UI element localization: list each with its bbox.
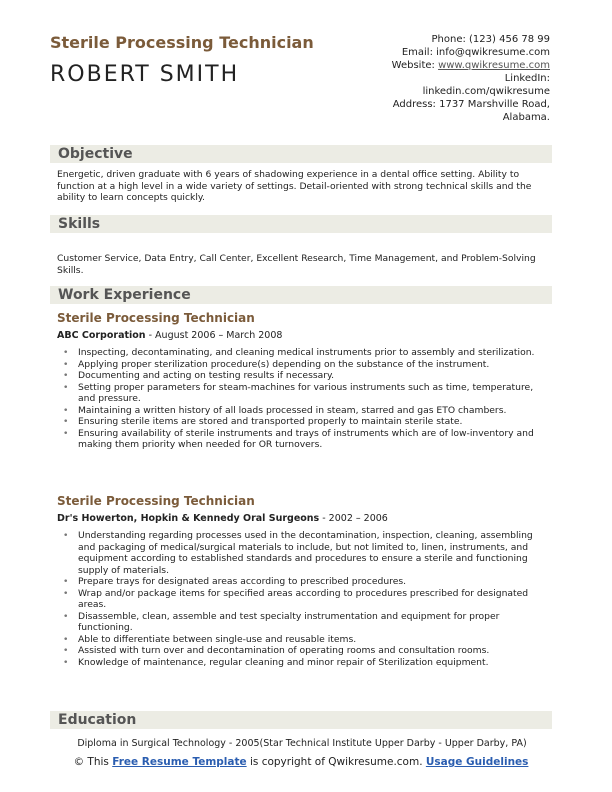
list-item: • Assisted with turn over and decontamination of operating rooms and consultation rooms. [63,645,551,657]
education-section-bar [50,711,552,729]
list-item: • Applying proper sterilization procedure(s) depending on the substance of the instrument. [63,359,551,371]
resume-job-title: Sterile Processing Technician [50,33,314,52]
website-link[interactable]: www.qwikresume.com [438,60,550,71]
job-1-title: Sterile Processing Technician [57,311,255,325]
list-item: • Able to differentiate between single-use and reusable items. [63,634,551,646]
contact-linkedin: linkedin.com/qwikresume [422,86,550,97]
list-item: • Inspecting, decontaminating, and cleaning medical instruments prior to assembly and sterilization. [63,347,551,359]
list-item: • Maintaining a written history of all loads processed in steam, starred and gas ETO chambers. [63,405,551,417]
skills-section-bar [50,215,552,233]
skills-heading: Skills [58,216,101,232]
education-heading: Education [58,712,137,728]
usage-guidelines-link[interactable]: Usage Guidelines [425,756,529,768]
job-2-company-line [57,513,388,524]
website-label: Website: [391,60,439,71]
job-1-company: ABC Corporation [57,330,146,341]
job-2-bullet-list [63,530,551,668]
contact-address-line2: Alabama. [502,112,550,123]
objective-text: Energetic, driven graduate with 6 years of shadowing experience in a dental office setting. Ability to function at a high level in a wide variety of settings. Detail-oriented with strong technical skills and the ability to learn concepts quickly. [57,169,532,203]
objective-heading: Objective [58,146,133,162]
contact-linkedin-label: LinkedIn: [504,73,550,84]
contact-email: Email: info@qwikresume.com [401,47,550,58]
footer-prefix: © This [73,756,113,768]
list-item: • Setting proper parameters for steam-machines for various instruments such as time, temperature, and pressure. [63,382,551,405]
list-item: • Prepare trays for designated areas according to prescribed procedures. [63,576,551,588]
list-item: • Documenting and acting on testing results if necessary. [63,370,551,382]
job-1-bullet-list [63,347,551,451]
skills-text: Customer Service, Data Entry, Call Center, Excellent Research, Time Management, and Problem-Solving Skills. [57,253,536,276]
list-item: • Disassemble, clean, assemble and test specialty instrumentation and equipment for proper functioning. [63,611,551,634]
education-text: Diploma in Surgical Technology - 2005(Star Technical Institute Upper Darby - Upper Darby, PA) [77,738,527,749]
list-item: • Knowledge of maintenance, regular cleaning and minor repair of Sterilization equipment. [63,657,551,669]
work-experience-heading: Work Experience [58,287,191,303]
list-item: • Understanding regarding processes used in the decontamination, inspection, cleaning, assembling and packaging of medical/surgical materials to include, but not limited to, linen, instruments, and equipment according to established standards and procedures to ensure a sterile and functioning supply of materials. [63,530,551,576]
contact-block [310,33,550,124]
list-item: • Ensuring availability of sterile instruments and trays of instruments which are of low-inventory and making them priority when needed for OR turnovers. [63,428,551,451]
objective-section-bar [50,145,552,163]
job-1-dates: - August 2006 – March 2008 [145,330,283,341]
job-2-company: Dr's Howerton, Hopkin & Kennedy Oral Surgeons [57,513,320,524]
job-2-dates: - 2002 – 2006 [319,513,388,524]
contact-phone: Phone: (123) 456 78 99 [431,34,550,45]
job-2-title: Sterile Processing Technician [57,494,255,508]
candidate-name: ROBERT SMITH [50,62,240,87]
copyright-footer [50,756,552,769]
free-resume-template-link[interactable]: Free Resume Template [112,756,247,768]
work-experience-section-bar [50,286,552,304]
list-item: • Wrap and/or package items for specified areas according to procedures prescribed for designated areas. [63,588,551,611]
contact-address-line1: Address: 1737 Marshville Road, [392,99,550,110]
contact-website [310,59,550,72]
job-1-company-line [57,330,282,341]
list-item: • Ensuring sterile items are stored and transported properly to maintain sterile state. [63,416,551,428]
footer-middle: is copyright of Qwikresume.com. [246,756,426,768]
